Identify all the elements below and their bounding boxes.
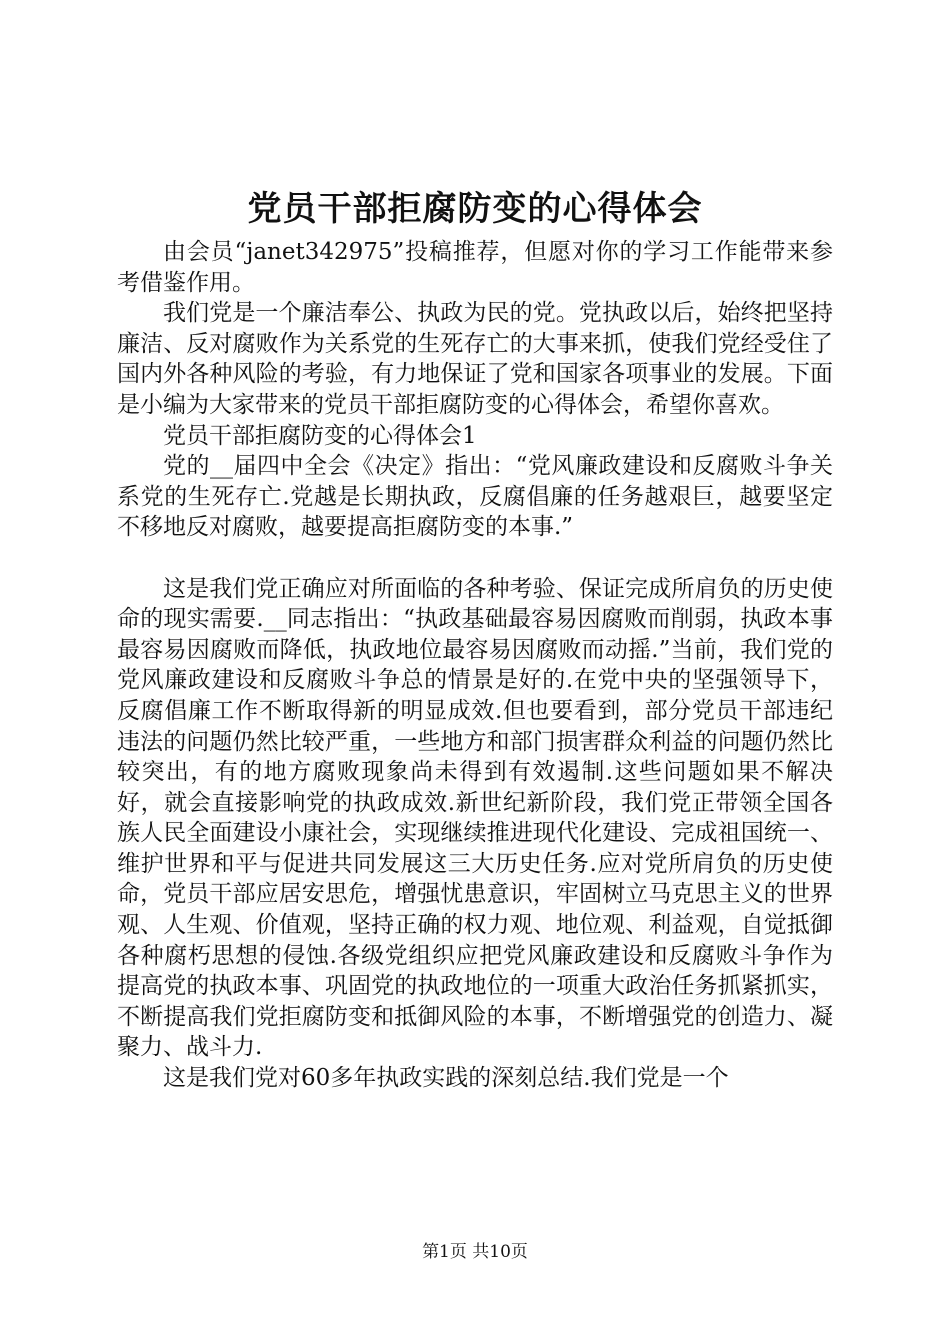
document-title: 党员干部拒腐防变的心得体会 <box>247 189 703 229</box>
page-footer: 第1页 共10页 <box>422 1242 528 1262</box>
paragraph-intro: 由会员“janet342975”投稿推荐，但愿对你的学习工作能带来参考借鉴作用。 <box>117 239 833 296</box>
paragraph-continuation: 这是我们党对60多年执政实践的深刻总结.我们党是一个 <box>163 1065 729 1092</box>
paragraph-main: 这是我们党正确应对所面临的各种考验、保证完成所肩负的历史使命的现实需要.__同志指出：“执政基础最容易因腐败而削弱，执政本事最容易因腐败而降低，执政地位最容易因腐败而动摇.”当前，我们党的党风廉政建设和反腐败斗争总的情景是好的.在党中央的坚强领导下，反腐倡廉工作不断取得新的明显成效.但也要看到，部分党员干部违纪违法的问题仍然比较严重，一些地方和部门损害群众利益的问题仍然比较突出，有的地方腐败现象尚未得到有效遏制.这些问题如果不解决好，就会直接影响党的执政成效.新世纪新阶段，我们党正带领全国各族人民全面建设小康社会，实现继续推进现代化建设、完成祖国统一、维护世界和平与促进共同发展这三大历史任务.应对党所肩负的历史使命，党员干部应居安思危，增强忧患意识，牢固树立马克思主义的世界观、人生观、价值观，坚持正确的权力观、地位观、利益观，自觉抵御各种腐朽思想的侵蚀.各级党组织应把党风廉政建设和反腐败斗争作为提高党的执政本事、巩固党的执政地位的一项重大政治任务抓紧抓实，不断提高我们党拒腐防变和抵御风险的本事，不断增强党的创造力、凝聚力、战斗力. <box>117 575 833 1061</box>
section-heading: 党员干部拒腐防变的心得体会1 <box>163 422 477 449</box>
paragraph-summary: 我们党是一个廉洁奉公、执政为民的党。党执政以后，始终把坚持廉洁、反对腐败作为关系党的生死存亡的大事来抓，使我们党经受住了国内外各种风险的考验，有力地保证了党和国家各项事业的发展。下面是小编为大家带来的党员干部拒腐防变的心得体会，希望你喜欢。 <box>117 300 833 418</box>
paragraph-spacer <box>117 543 833 574</box>
paragraph-quote: 党的__届四中全会《决定》指出：“党风廉政建设和反腐败斗争关系党的生死存亡.党越是长期执政，反腐倡廉的任务越艰巨，越要坚定不移地反对腐败，越要提高拒腐防变的本事.” <box>117 453 833 541</box>
document-body <box>117 237 833 1094</box>
